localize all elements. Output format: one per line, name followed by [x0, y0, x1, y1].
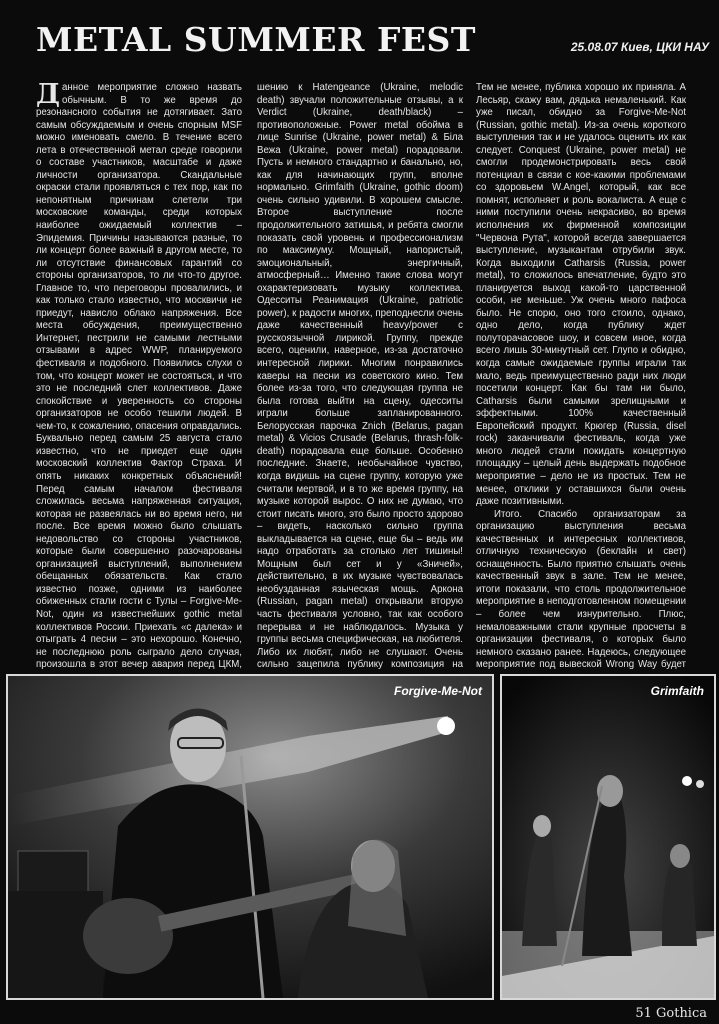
drop-cap: Д [36, 82, 61, 110]
photo-caption-forgive-me-not: Forgive-Me-Not [394, 684, 482, 698]
photo-forgive-me-not [6, 674, 494, 1000]
article-paragraph: Итого. Спасибо организаторам за организацию выступления весьма качественных и интересных коллективов, отличную техническую (беклайн и свет) оснащенность. Было приятно слышать очень качественный звук в зале. Тем не менее, итоги показали, что столь продолжительное мероприятие в неподготовленном помещении – более чем изнурительно. Плюс, немаловажными стали крупные просчеты в организации фестиваля, о которых было немного сказано ранее. Надеюсь, следующее мероприятие под вывеской Wrong Way будет [476, 508, 686, 670]
event-date-location: 25.08.07 Киев, ЦКИ НАУ [570, 40, 709, 54]
concert-photo-guitarists [8, 676, 492, 998]
page-number-magazine: 51 Gothica [635, 1006, 707, 1021]
article-column-1 [36, 82, 242, 670]
article-column-3 [476, 82, 686, 670]
article-paragraph: Тем не менее, публика хорошо их приняла. А Лесьяр, скажу вам, дядька немаленький. Как уже писал, обидно за Forgive-Me-Not (Russian, gothic metal). Из-за очень короткого выступления так и не удалось оценить их как следует. Conquest (Ukraine, power metal) не смогли продемонстрировать весь свой потенциал в связи с кое-какими проблемами со здоровьем W.Angel, который, как все помнят, исполняет и роль вокалиста. А еще с ними поступили очень некрасиво, во время исполнения их фирменной композиции "Червона Рута", которой всегда завершается выступление, музыкантам отрубили звук. Когда выходили Catharsis (Russia, power metal), то сложилось впечатление, будто это планируется выход какой-то царственной особи, не меньше. Уж очень много пафоса было. Не спорю, оно того стоило, однако, одно дело, когда публику ждет полуторачасовое шоу, и совсем иное, когда всего лишь 30-минутный сет. Глупо и обидно, когда самые ожидаемые группы играли так мало, ведь преимущественно ради них люди посетили концерт. Как бы там ни было, Catharsis были самыми зрелищными и эффектными. 100% качественный Европейский продукт. Крюгер (Russia, disel rock) заканчивали фестиваль, когда уже много людей стали покидать концертную площадку – целый день выдержать подобное мероприятие – дело не из простых. Тем не менее, отклики у оставшихся были очень даже позитивными. [476, 82, 686, 508]
concert-photo-stage [502, 676, 714, 998]
photo-grimfaith [500, 674, 716, 1000]
article-column-2 [257, 82, 463, 670]
article-paragraph: Данное мероприятие сложно назвать обычным. В то же время до резонансного события не дотягивает. Зато самым обсуждаемым и очень спорным MSF можно именовать смело. В течение всего лета в отечественной метал среде говорили о составе участников, масштабе и даже личности организатора. Скандальные окраски стали проявляться с тех пор, как по непонятным причинам слетели три московские команды, среди которых наиболее ожидаемый коллектив – Эпидемия. Причины называются разные, то ли концерт более важный в другом месте, то ли отсутствие финансовых гарантий со стороны организаторов, то ли что-то другое. Главное то, что переговоры провалились, и как только стало известно, что москвичи не приедут, нависло облако напряжения. Все места обсуждения, преимущественно Интернет, пестрили не самыми лестными отзывами в адрес WWP, планируемого фестиваля и подобного. Появились слухи о том, что концерт может не состояться, и что это не последний слет коллективов. Даже спокойствие и уверенность со стороны организаторов не особо тешили людей. В чем-то, к сожалению, опасения оправдались. Буквально перед самым 25 августа стало известно, что не приедет еще один московский коллектив Фактор Страха. И опять никаких конкретных объяснений! Перед самым началом фестиваля сложилась весьма напряженная ситуация, которая не развеялась ни во время него, ни после. Все время можно было слышать недовольство со стороны участников, которые были совершенно разочарованы организацией выступлений, выполнением обещанных обязательств. Как стало известно позже, одними из наиболее обиженных стали гости с Тулы – Forgive-Me-Not, один из известнейших gothic metal коллективов России. Приехать «с далека» и отыграть 4 песни – это нехорошо. Конечно, не последнюю роль сыграло дело случая, произошла в этот вечер авария перед ЦКМ, [36, 82, 242, 670]
article-paragraph: шению к Hatengeance (Ukraine, melodic death) звучали положительные отзывы, а к Verdict (Ukraine, death/black) – противоположные. Power metal обойма в лице Sunrise (Ukraine, power metal) & Біла Вежа (Ukraine, power metal) порадовали. Пусть и немного стандартно и банально, но, как для начинающих групп, вполне нормально. Grimfaith (Ukraine, gothic doom) очень сильно удивили. В хорошем смысле. Второе выступление после продолжительного затишья, и ребята смогли показать свой уровень и профессионализм по максимуму. Мощный, напористый, эмоциональный, энергичный, атмосферный… Именно такие слова могут охарактеризовать музыку коллектива. Одесситы Реанимация (Ukraine, patriotic power), к радости многих, преподнесли очень даже качественный heavy/power с русскоязычной лирикой. Группу, прежде всего, оценили, наверное, из-за достаточно интересной лирики. Многим понравились каверы на песни из советского кино. Тем более из-за того, что следующая группа не была готова выйти на сцену, одесситы играли больше запланированного. Белорусская парочка Znich (Belarus, pagan metal) & Vicios Crusade (Belarus, thrash-folk-death) порадовала еще больше. Особенно последние. Знаете, необычайное чувство, когда видишь на сцене группу, которую уже считали мертвой, и в то же время группу, на музыке которой вырос. О них не думаю, что стоит писать много, это было просто здорово – видеть, насколько сильно группа выкладывается на сцене, еще бы – ведь им надо отработать за столько лет тишины! Мощным был сет и у «Зничей», действительно, в их музыке чувствовалась необузданная языческая мощь. Аркона (Russian, pagan metal) открывали вторую часть фестиваля условно, так как особого перерыва и не наблюдалось. Музыка у группы весьма специфическая, на любителя. Либо их любят, либо не слушают. Очень сильно зацепила публику композиция на [257, 82, 463, 670]
photo-caption-grimfaith: Grimfaith [650, 684, 704, 698]
article-title: METAL SUMMER FEST [36, 20, 476, 59]
